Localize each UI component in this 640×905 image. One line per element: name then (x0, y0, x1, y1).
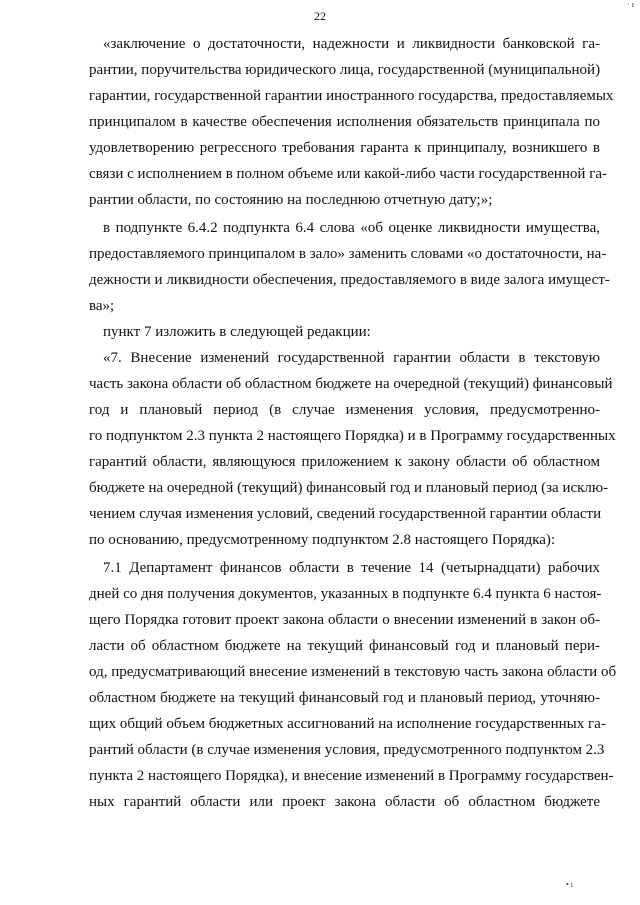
text-line: рантий области (в случае изменения условия, предусмотренного подпунктом 2.3 (89, 742, 605, 758)
text-line: ных гарантий области или проект закона области об областном бюджете (89, 794, 600, 810)
text-line: в подпункте 6.4.2 подпункта 6.4 слова «об оценке ликвидности имущества, (103, 220, 600, 236)
text-line: связи с исполнением в полном объеме или какой-либо части государственной га- (89, 166, 607, 182)
text-line: областном бюджете на текущий финансовый год и плановый период, уточняю- (89, 690, 600, 706)
text-line: щего Порядка готовит проект закона области о внесении изменений в закон об- (89, 612, 600, 628)
text-line: чением случая изменения условий, сведений государственной гарантии области (89, 506, 602, 522)
text-line: гарантии, государственной гарантии иностранного государства, предоставляемых (89, 88, 614, 104)
text-line: бюджете на очередной (текущий) финансовый год и плановый период (за исклю- (89, 480, 609, 496)
text-line: го подпунктом 2.3 пункта 2 настоящего Порядка) и в Программу государственных (89, 428, 616, 444)
text-line: ва»; (89, 298, 115, 314)
text-line: пункта 2 настоящего Порядка), и внесение изменений в Программу государствен- (89, 768, 614, 784)
text-line: год и плановый период (в случае изменения условия, предусмотренно- (89, 402, 600, 418)
text-line: принципалом в качестве обеспечения исполнения обязательств принципала по (89, 114, 600, 130)
text-line: рантии, поручительства юридического лица, государственной (муниципальной) (89, 62, 601, 78)
text-line: 7.1 Департамент финансов области в течение 14 (четырнадцати) рабочих (103, 560, 600, 576)
text-line: дежности и ликвидности обеспечения, предоставляемого в виде залога имущест- (89, 272, 610, 288)
text-line: по основанию, предусмотренному подпунктом 2.8 настоящего Порядка): (89, 532, 556, 548)
text-line: удовлетворению регрессного требования гаранта к принципалу, возникшего в (89, 140, 600, 156)
text-line: «7. Внесение изменений государственной гарантии области в текстовую (103, 350, 600, 366)
text-line: ласти об областном бюджете на текущий финансовый год и плановый пери- (89, 638, 600, 654)
text-line: «заключение о достаточности, надежности и ликвидности банковской га- (103, 36, 600, 52)
text-line: гарантий области, являющуюся приложением к закону области об областном (89, 454, 600, 470)
scan-artifact-mark: · ı (627, 0, 634, 9)
text-line: предоставляемого принципалом в зало» заменить словами «о достаточности, на- (89, 246, 607, 262)
text-line: часть закона области об областном бюджете на очередной (текущий) финансовый (89, 376, 613, 392)
text-line: рантии области, по состоянию на последнюю отчетную дату;»; (89, 192, 493, 208)
text-line: дней со дня получения документов, указанных в подпункте 6.4 пункта 6 настоя- (89, 586, 602, 602)
text-line: щих общий объем бюджетных ассигнований на исполнение государственных га- (89, 716, 606, 732)
text-line: пункт 7 изложить в следующей редакции: (103, 324, 371, 340)
page-number: 22 (314, 9, 326, 23)
text-line: од, предусматривающий внесение изменений в текстовую часть закона области об (89, 664, 617, 680)
scan-artifact-mark: • ı (566, 880, 574, 889)
